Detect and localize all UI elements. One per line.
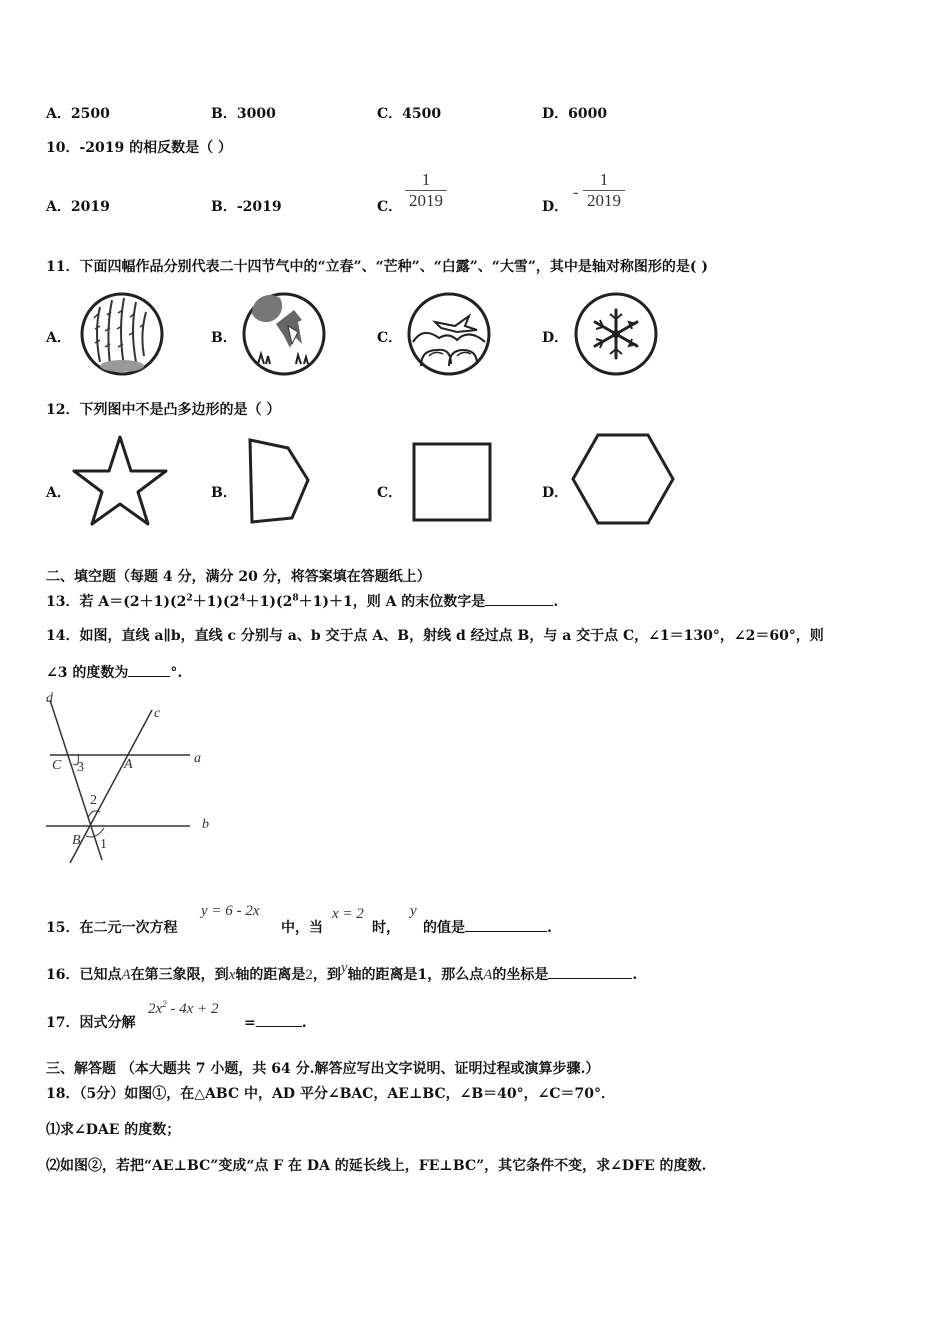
q17-pre: 17．因式分解: [46, 1015, 136, 1031]
q10-option-d-letter: D．: [542, 199, 569, 215]
label-b: b: [202, 817, 209, 832]
q9-option-b: B．3000: [211, 106, 276, 122]
q16-answer-blank[interactable]: [548, 964, 632, 979]
square-shape: [410, 440, 494, 524]
q12-stem: 12．下列图中不是凸多边形的是（ ）: [46, 402, 281, 418]
label-point-b: B: [72, 833, 81, 848]
section3-title: 三、解答题 （本大题共 7 小题，共 64 分.解答应写出文字说明、证明过程或演算步骤.）: [46, 1061, 600, 1077]
q10-option-c-fraction: $\frac{1}{2019}$: [405, 170, 447, 211]
q18-part1: ⑴求∠DAE 的度数；: [46, 1122, 181, 1138]
q15-post: 的值是 .: [423, 917, 552, 937]
hexagon-shape: [570, 432, 676, 526]
q15-answer-blank[interactable]: [465, 917, 547, 932]
label-point-a: A: [124, 757, 133, 772]
q13-answer-blank[interactable]: [485, 591, 553, 606]
label-a: a: [194, 751, 201, 766]
q17-answer-blank[interactable]: [256, 1012, 302, 1027]
q11-label-c: C．: [377, 330, 403, 346]
q10-option-b: B．-2019: [211, 199, 282, 215]
bird-circle-image: [405, 292, 495, 378]
q11-label-a: A．: [46, 330, 71, 346]
q10-option-d-fraction: $\frac{1}{2019}$: [583, 170, 625, 211]
label-point-c: C: [52, 758, 62, 773]
q15-pre: 15．在二元一次方程: [46, 920, 178, 936]
q14-line1: 14．如图，直线 a∥b，直线 c 分别与 a、b 交于点 A、B，射线 d 经过点 B，与 a 交于点 C，∠1＝130°，∠2＝60°，则: [46, 628, 824, 644]
q10-option-c-letter: C．: [377, 199, 403, 215]
q13: 13．若 $A=(2+1)(2^2+1)(2^4+1)(2^8+1)+1$，则 A 的末位数字是 .: [46, 591, 558, 611]
q12-label-c: C．: [377, 485, 403, 501]
farmer-circle-image: [240, 292, 330, 378]
q14-figure: [40, 688, 220, 873]
q18-part2: ⑵如图②，若把“AE⊥BC”变成“点 F 在 DA 的延长线上，FE⊥BC”，其它条件不变，求∠DFE 的度数.: [46, 1158, 707, 1174]
q15-mid: 中，当: [281, 920, 323, 936]
q11-label-d: D．: [542, 330, 569, 346]
q9-option-d: D．6000: [542, 106, 608, 122]
q17-answer: = .: [244, 1012, 307, 1031]
q15-equation: y = 6 - 2x: [201, 903, 260, 919]
line-c: [70, 710, 152, 863]
q18-stem: 18．（5分）如图①，在△ABC 中，AD 平分∠BAC，AE⊥BC，∠B＝40°，∠C＝70°．: [46, 1086, 616, 1102]
q17-expression: $2x^2 - 4x + 2$: [148, 999, 219, 1017]
q12-label-a: A．: [46, 485, 71, 501]
q11-label-b: B．: [211, 330, 237, 346]
label-angle-2: 2: [90, 793, 97, 808]
q15-mid2: 时，: [372, 920, 400, 936]
q9-option-a: A．2500: [46, 106, 110, 122]
willow-circle-image: [78, 292, 168, 378]
q11-stem: 11．下面四幅作品分别代表二十四节气中的“立春”、“芒种”、“白露”、“大雪”，其中是轴对称图形的是( ): [46, 259, 709, 275]
q10-option-a: A．2019: [46, 199, 110, 215]
pentagon-shape: [246, 436, 314, 526]
label-angle-3: 3: [77, 760, 84, 775]
q15-var: y: [410, 903, 417, 919]
label-angle-1: 1: [100, 837, 107, 852]
q10-stem: 10．-2019 的相反数是（ ）: [46, 140, 233, 156]
q12-label-d: D．: [542, 485, 569, 501]
star-shape: [72, 434, 168, 526]
label-d: d: [46, 691, 53, 706]
q16: 16．已知点A在第三象限，到x轴的距离是2，到y轴的距离是1，那么点A的坐标是 .: [46, 960, 638, 983]
label-c: c: [154, 706, 161, 721]
q10-option-d-sign: -: [573, 184, 579, 201]
section2-title: 二、填空题（每题 4 分，满分 20 分，将答案填在答题纸上）: [46, 569, 431, 585]
q14-line2: ∠3 的度数为 °.: [46, 662, 182, 682]
q12-label-b: B．: [211, 485, 237, 501]
q15-condition: x = 2: [332, 906, 364, 922]
q14-answer-blank[interactable]: [128, 662, 170, 677]
snowflake-circle-image: [572, 292, 662, 378]
q9-option-c: C．4500: [377, 106, 442, 122]
